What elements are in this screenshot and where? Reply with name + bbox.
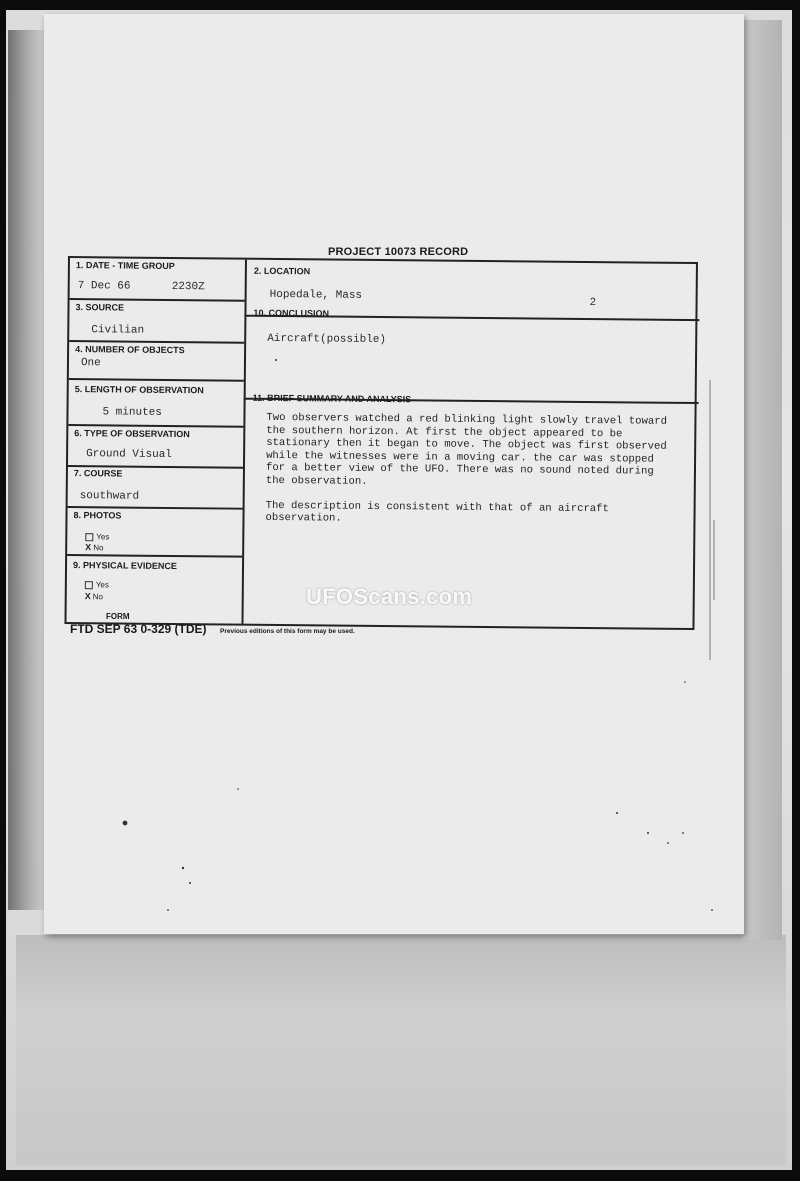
- time-value: 2230Z: [171, 280, 205, 294]
- page-mark: 2: [589, 297, 597, 310]
- length-of-observation-label: 5. LENGTH OF OBSERVATION: [74, 384, 204, 396]
- speck: [684, 681, 686, 683]
- speck: [123, 821, 128, 826]
- speck: [711, 909, 713, 911]
- conclusion-label: 10. CONCLUSION: [253, 307, 330, 319]
- speck: [275, 359, 277, 361]
- form-title: PROJECT 10073 RECORD: [328, 246, 469, 258]
- speck: [182, 867, 184, 869]
- source-label: 3. SOURCE: [75, 302, 125, 313]
- physical-evidence-no-label: No: [92, 592, 104, 602]
- footer-form-id: FTD SEP 63 0-329 (TDE): [70, 622, 207, 636]
- conclusion-value: Aircraft(possible): [267, 332, 387, 347]
- speck: [237, 788, 239, 790]
- source-value: Civilian: [91, 324, 145, 337]
- summary-paragraph-2: The description is consistent with that of an aircraft observation.: [265, 499, 609, 525]
- speck: [167, 909, 169, 911]
- photos-no-checkbox-checked: X: [85, 542, 92, 553]
- speck: [682, 832, 684, 834]
- footer-form-word: FORM: [106, 612, 130, 621]
- speck: [616, 812, 618, 814]
- speck: [189, 882, 191, 884]
- number-of-objects-label: 4. NUMBER OF OBJECTS: [75, 344, 185, 356]
- photos-label: 8. PHOTOS: [73, 510, 122, 521]
- type-of-observation-label: 6. TYPE OF OBSERVATION: [74, 428, 190, 440]
- length-of-observation-value: 5 minutes: [102, 406, 162, 419]
- summary-label: 11. BRIEF SUMMARY AND ANALYSIS: [252, 392, 412, 405]
- course-value: southward: [79, 490, 140, 503]
- location-value: Hopedale, Mass: [269, 288, 363, 302]
- summary-paragraph-1: Two observers watched a red blinking light slowly travel toward the southern horizon. At first the object appeared to be stationary then it began to move. The object was first observed while the witnesses were in a moving car. the car was stopped for a better view of the UFO. There was no sound noted during the observation.: [265, 411, 668, 488]
- physical-evidence-no-checkbox-checked: X: [84, 591, 91, 602]
- physical-evidence-yes-label: Yes: [95, 580, 109, 590]
- footer-edition-note: Previous editions of this form may be used.: [220, 628, 355, 635]
- location-label: 2. LOCATION: [253, 265, 311, 277]
- physical-evidence-label: 9. PHYSICAL EVIDENCE: [72, 560, 177, 572]
- date-value: 7 Dec 66: [77, 280, 131, 293]
- date-time-label: 1. DATE - TIME GROUP: [75, 260, 175, 272]
- photos-no-label: No: [93, 543, 104, 553]
- speck: [647, 832, 649, 834]
- course-label: 7. COURSE: [73, 468, 123, 479]
- type-of-observation-value: Ground Visual: [86, 448, 172, 462]
- speck: [667, 842, 669, 844]
- watermark: UFOScans.com: [306, 584, 473, 609]
- photos-yes-label: Yes: [96, 532, 110, 542]
- number-of-objects-value: One: [80, 357, 101, 370]
